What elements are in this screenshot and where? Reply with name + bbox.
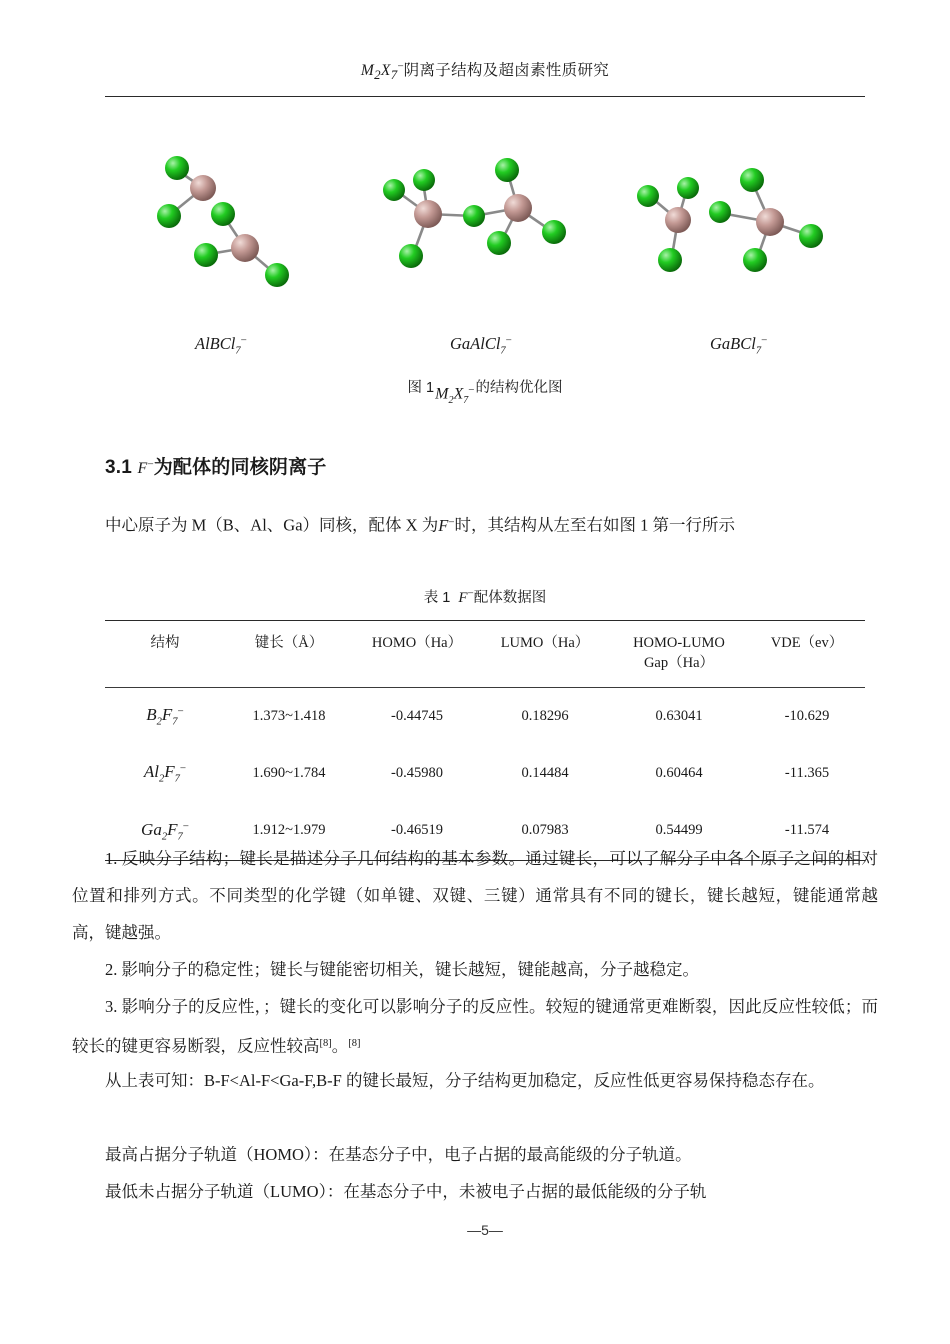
- column-header-vde: VDE（ev）: [770, 635, 844, 651]
- cell-bond-length: 1.690~1.784: [252, 765, 326, 782]
- reference-marker: [8]: [348, 1038, 361, 1049]
- cell-gap: 0.63041: [655, 707, 703, 724]
- figure-caption-formula: $M_2X_7^-$: [435, 384, 475, 407]
- figure-labels: [105, 334, 865, 364]
- paragraph-4-text: 从上表可知：B-F<Al-F<Ga-F,B-F 的键长最短，分子结构更加稳定，反应性低更容易保持稳态存在。: [105, 1071, 825, 1090]
- cell-structure: $Al_2F_7^-$: [143, 762, 187, 785]
- running-head-title: 阴离子结构及超卤素性质研究: [403, 62, 610, 79]
- cell-vde: -11.574: [784, 822, 830, 839]
- column-header-gap-line1: HOMO-LUMO: [633, 635, 725, 651]
- paragraph-2-text: 2. 影响分子的稳定性；键长与键能密切相关，键长越短，键能越高，分子越稳定。: [105, 960, 699, 979]
- cell-lumo: 0.18296: [521, 707, 569, 724]
- cell-gap: 0.60464: [655, 765, 703, 782]
- molecule-gabcl7-svg: [630, 130, 865, 330]
- paragraph-6-text: 最低未占据分子轨道（LUMO）：在基态分子中，未被电子占据的最低能级的分子轨: [105, 1182, 707, 1201]
- figure-caption-prefix: 图 1: [407, 380, 435, 396]
- paragraph-5-text: 最高占据分子轨道（HOMO）：在基态分子中，电子占据的最高能级的分子轨道。: [105, 1145, 692, 1164]
- figure-label-0: AlBCl$_7$−: [195, 334, 247, 357]
- cell-lumo: 0.07983: [521, 822, 569, 839]
- column-header-bond-length: 键长（Å）: [254, 635, 324, 651]
- molecule-albcl7: [105, 130, 340, 330]
- paragraph-1: [72, 840, 878, 951]
- cell-bond-length: 1.373~1.418: [252, 707, 326, 724]
- paragraph-6: [72, 1173, 878, 1210]
- header-rule: [105, 96, 865, 97]
- section-symbol: F−: [137, 458, 154, 477]
- page-footer: —5—: [467, 1222, 503, 1238]
- reference-marker: [8]: [319, 1038, 332, 1049]
- figure-label-2: GaBCl$_7$−: [710, 334, 768, 357]
- cell-homo: -0.44745: [391, 707, 443, 724]
- table-caption: [105, 586, 865, 607]
- paragraph-4: [72, 1062, 878, 1099]
- cell-homo: -0.46519: [391, 822, 443, 839]
- cell-structure: $B_2F_7^-$: [146, 705, 184, 728]
- cell-vde: -11.365: [784, 765, 830, 782]
- cell-homo: -0.45980: [391, 765, 443, 782]
- table-caption-prefix: 表 1: [423, 590, 451, 606]
- molecule-gabcl7: [630, 130, 865, 330]
- figure-label-1: GaAlCl$_7$−: [450, 334, 512, 357]
- table-body: [105, 688, 865, 861]
- table-caption-suffix: 配体数据图: [473, 590, 547, 606]
- cell-bond-length: 1.912~1.979: [252, 822, 326, 839]
- cell-lumo: 0.14484: [521, 765, 569, 782]
- figure-molecules: [105, 130, 865, 330]
- paragraph-1-text: 1. 反映分子结构；键长是描述分子几何结构的基本参数。通过键长，可以了解分子中各个原子之间的相对位置和排列方式。不同类型的化学键（如单键、双键、三键）通常具有不同的键长，键长越短，键能通常越高，键越强。: [72, 849, 878, 942]
- paragraph-3: [72, 988, 878, 1064]
- table-header-row: [105, 621, 865, 688]
- intro-symbol: F−: [438, 515, 455, 535]
- table-row: [105, 745, 865, 802]
- paragraph-3-mid: 。: [331, 1036, 349, 1056]
- column-header-homo: HOMO（Ha）: [371, 635, 463, 651]
- running-head-formula: $M_2X_7^-$: [360, 60, 404, 83]
- molecule-albcl7-svg: [105, 130, 340, 330]
- column-header-structure: 结构: [150, 635, 180, 651]
- section-number: 3.1: [105, 457, 133, 478]
- figure-caption-suffix: 的结构优化图: [475, 380, 563, 396]
- column-header-gap-line2: Gap（Ha）: [643, 655, 715, 671]
- table-header: [105, 621, 865, 688]
- cell-gap: 0.54499: [655, 822, 703, 839]
- figure-caption: [105, 376, 865, 407]
- paragraph-3-text: 3. 影响分子的反应性，；键长的变化可以影响分子的反应性。较短的键通常更难断裂，因此反应性较低；而较长的键更容易断裂，反应性较高: [72, 997, 878, 1056]
- paragraph-5: [72, 1136, 878, 1173]
- molecule-gaalcl7: [368, 130, 603, 330]
- cell-vde: -10.629: [784, 707, 830, 724]
- intro-text-b: 时，其结构从左至右如图 1 第一行所示: [454, 515, 736, 535]
- data-table: [105, 620, 865, 861]
- cell-structure: $Ga_2F_7^-$: [141, 819, 189, 843]
- molecule-gaalcl7-svg: [368, 130, 603, 330]
- table-caption-symbol: F−: [458, 587, 474, 606]
- section-heading: [105, 452, 327, 479]
- running-head: [105, 58, 865, 83]
- paragraph-2: [72, 951, 878, 988]
- column-header-gap: [609, 621, 749, 688]
- column-header-lumo: LUMO（Ha）: [500, 635, 590, 651]
- table-row: [105, 688, 865, 746]
- paragraph-intro: [72, 504, 878, 544]
- intro-text-a: 中心原子为 M（B、Al、Ga）同核，配体 X 为: [105, 515, 439, 535]
- section-title: 为配体的同核阴离子: [153, 457, 327, 478]
